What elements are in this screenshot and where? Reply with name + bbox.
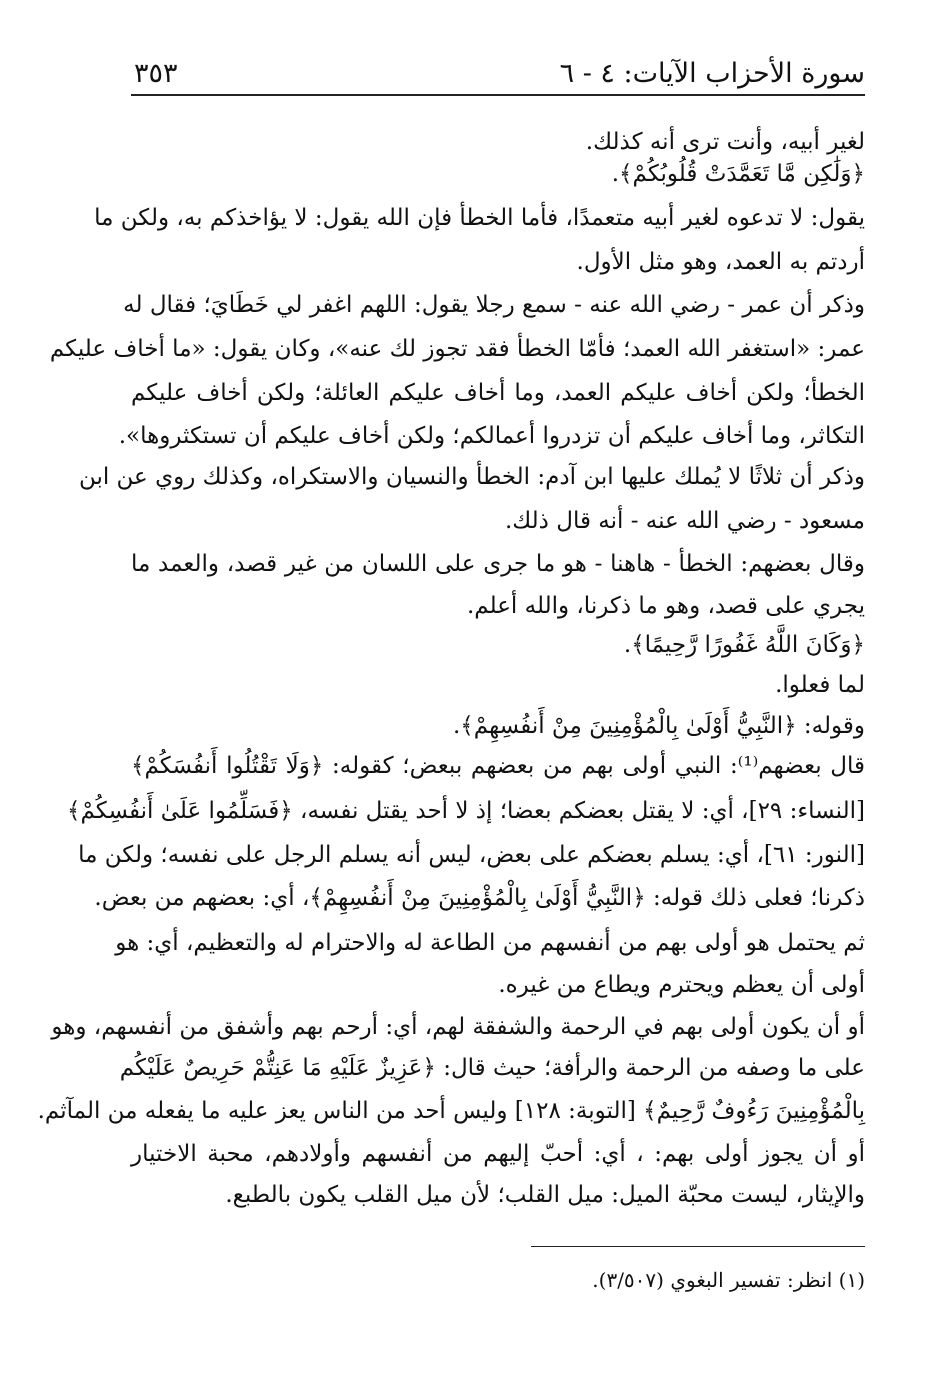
text-line: يجري على قصد، وهو ما ذكرنا، والله أعلم. (466, 593, 865, 619)
text-line: [النور: ٦١]، أي: يسلم بعضكم على بعض، ليس أنه يسلم الرجل على نفسه؛ ولكن ما (78, 842, 865, 868)
text-line: أو أن يجوز أولى بهم: ، أي: أحبّ إليهم من أنفسهم وأولادهم، محبة الاختيار (131, 1141, 865, 1167)
text-line: مسعود - رضي الله عنه - أنه قال ذلك. (504, 508, 865, 534)
text-line: لما فعلوا. (775, 672, 865, 698)
text-line: أو أن يكون أولى بهم في الرحمة والشفقة لهم، أي: أرحم بهم وأشفق من أنفسهم، وهو (51, 1014, 865, 1040)
text-line: أولى أن يعظم ويحترم ويطاع من غيره. (498, 972, 865, 998)
text-line: لغير أبيه، وأنت ترى أنه كذلك. (585, 129, 865, 155)
text-line: أردتم به العمد، وهو مثل الأول. (576, 249, 865, 275)
text-line: ﴿وَلَٰكِن مَّا تَعَمَّدَتْ قُلُوبُكُمْ﴾. (611, 161, 865, 187)
text-line: ثم يحتمل هو أولى بهم من أنفسهم من الطاعة له والاحترام له والتعظيم، أي: هو (115, 930, 865, 956)
text-line: ﴿وَكَانَ اللَّهُ غَفُورًا رَّحِيمًا﴾. (623, 632, 865, 658)
text-line: وذكر أن عمر - رضي الله عنه - سمع رجلا يقول: اللهم اغفر لي خَطَايَ؛ فقال له (123, 292, 865, 318)
page-number: ٣٥٣ (134, 58, 178, 89)
text-line: ذكرنا؛ فعلى ذلك قوله: ﴿النَّبِيُّ أَوْلَىٰ بِالْمُؤْمِنِينَ مِنْ أَنفُسِهِمْ﴾، أي: بعضهم من بعض. (94, 885, 865, 911)
text-line: [النساء: ٢٩]، أي: لا يقتل بعضكم بعضا؛ إذ لا أحد يقتل نفسه، ﴿فَسَلِّمُوا عَلَىٰ أَنفُسِكُمْ﴾ (67, 798, 865, 824)
text-line: وذكر أن ثلاثًا لا يُملك عليها ابن آدم: الخطأ والنسيان والاستكراه، وكذلك روي عن ابن (78, 464, 865, 490)
header-rule (131, 94, 865, 96)
footnote: (١) انظر: تفسير البغوي (٣/٥٠٧). (592, 1268, 865, 1292)
running-header-title: سورة الأحزاب الآيات: ٤ - ٦ (559, 58, 865, 89)
text-line: وقوله: ﴿النَّبِيُّ أَوْلَىٰ بِالْمُؤْمِنِينَ مِنْ أَنفُسِهِمْ﴾. (452, 713, 865, 739)
text-line: يقول: لا تدعوه لغير أبيه متعمدًا، فأما الخطأ فإن الله يقول: لا يؤاخذكم به، ولكن ما (94, 205, 865, 231)
text-line: والإيثار، ليست محبّة الميل: ميل القلب؛ لأن ميل القلب يكون بالطبع. (225, 1182, 865, 1208)
text-line: عمر: «استغفر الله العمد؛ فأمّا الخطأ فقد تجوز لك عنه»، وكان يقول: «ما أخاف عليكم (49, 336, 865, 362)
text-line: بِالْمُؤْمِنِينَ رَءُوفٌ رَّحِيمٌ﴾ [التوبة: ١٢٨] وليس أحد من الناس يعز عليه ما يفعله من المآثم. (37, 1098, 865, 1124)
text-line: قال بعضهم⁽¹⁾: النبي أولى بهم من بعضهم ببعض؛ كقوله: ﴿وَلَا تَقْتُلُوا أَنفُسَكُمْ﴾ (131, 753, 865, 779)
text-line: الخطأ؛ ولكن أخاف عليكم العمد، وما أخاف عليكم العائلة؛ ولكن أخاف عليكم (131, 380, 865, 406)
text-line: التكاثر، وما أخاف عليكم أن تزدروا أعمالكم؛ ولكن أخاف عليكم أن تستكثروها». (118, 423, 865, 449)
footnote-separator (531, 1246, 865, 1247)
text-line: على ما وصفه من الرحمة والرأفة؛ حيث قال: ﴿عَزِيزٌ عَلَيْهِ مَا عَنِتُّمْ حَرِيصٌ عَلَيْكُم (119, 1055, 865, 1081)
text-line: وقال بعضهم: الخطأ - هاهنا - هو ما جرى على اللسان من غير قصد، والعمد ما (131, 551, 865, 577)
